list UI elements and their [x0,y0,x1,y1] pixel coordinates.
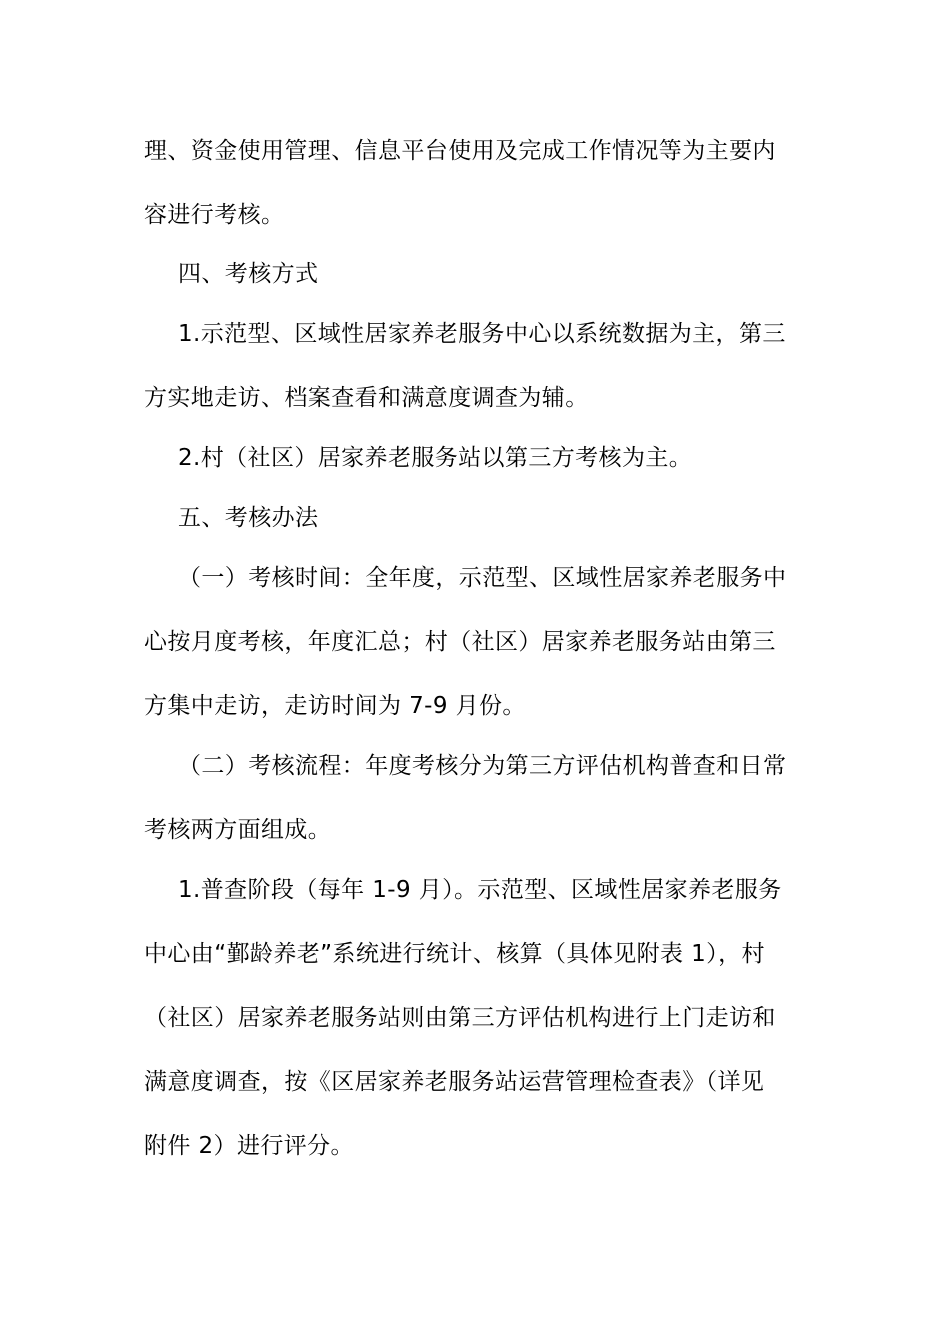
text-line: 满意度调查，按《区居家养老服务站运营管理检查表》（详见 [144,1069,765,1095]
text-line: （社区）居家养老服务站则由第三方评估机构进行上门走访和 [144,1005,776,1031]
text-line: 附件 2）进行评分。 [144,1133,354,1159]
text-line: 1.普查阶段（每年 1-9 月）。示范型、区域性居家养老服务 [178,877,782,903]
text-line: 理、资金使用管理、信息平台使用及完成工作情况等为主要内 [144,138,776,164]
text-line: 1.示范型、区域性居家养老服务中心以系统数据为主，第三 [178,321,786,347]
text-line: 考核两方面组成。 [144,817,332,843]
text-line: 2.村（社区）居家养老服务站以第三方考核为主。 [178,445,693,471]
text-line: 容进行考核。 [144,202,285,228]
text-line: 方集中走访，走访时间为 7-9 月份。 [144,693,526,719]
text-line: 中心由“鄞龄养老”系统进行统计、核算（具体见附表 1），村 [144,941,765,967]
text-line: 心按月度考核，年度汇总；村（社区）居家养老服务站由第三 [144,629,776,655]
section-heading: 五、考核办法 [178,505,319,531]
section-heading: 四、考核方式 [178,261,319,287]
text-line: 方实地走访、档案查看和满意度调查为辅。 [144,385,589,411]
text-line: （二）考核流程：年度考核分为第三方评估机构普查和日常 [178,753,787,779]
text-line: （一）考核时间：全年度，示范型、区域性居家养老服务中 [178,565,787,591]
